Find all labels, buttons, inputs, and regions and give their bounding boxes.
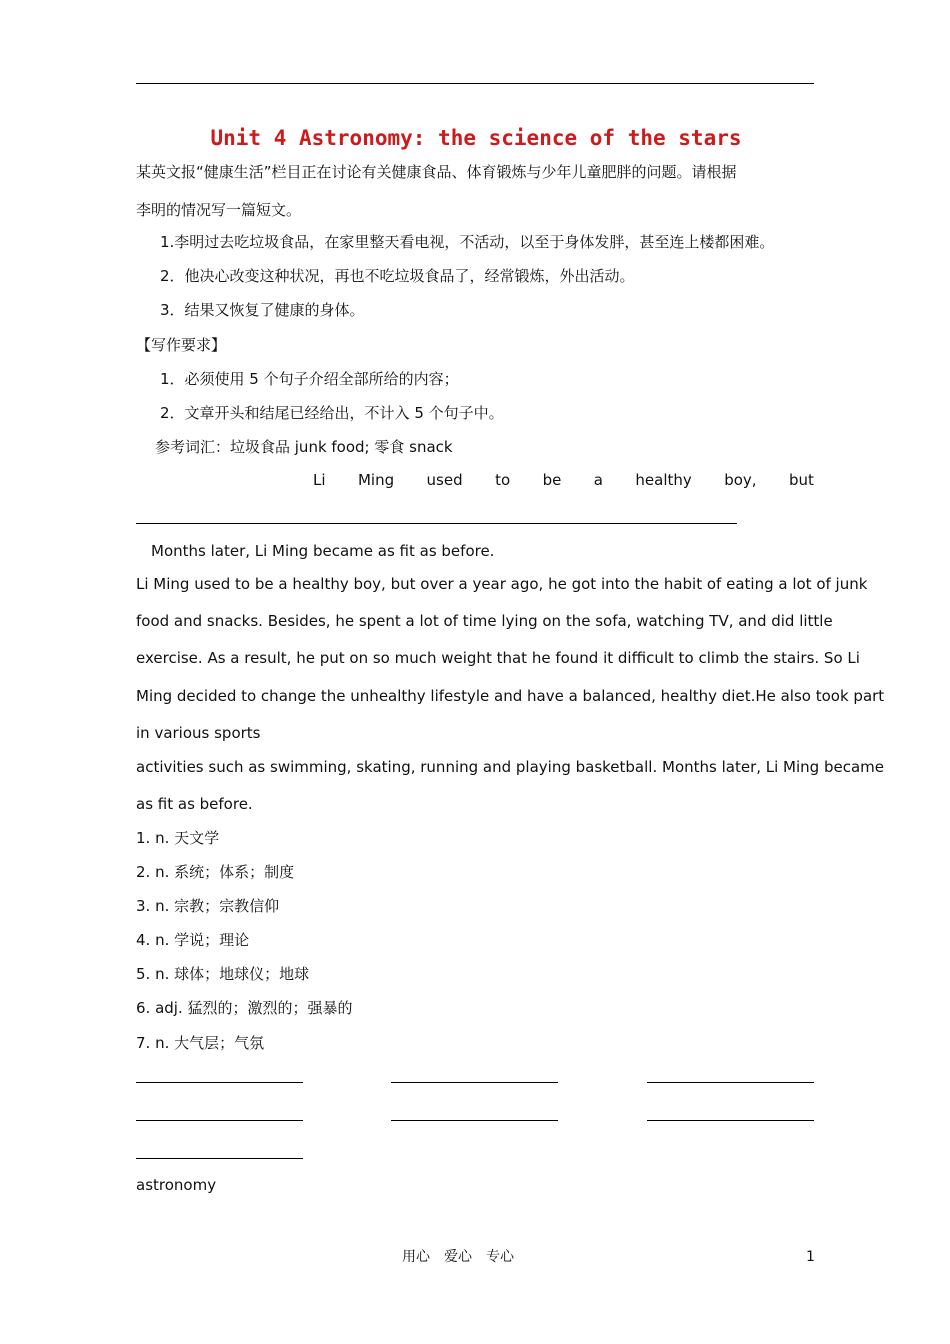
opening-word: Li — [313, 471, 326, 489]
page-title: Unit 4 Astronomy: the science of the stars — [210, 126, 742, 150]
essay-line: as fit as before. — [136, 795, 253, 813]
answer-text: astronomy — [136, 1176, 217, 1194]
essay-line: Li Ming used to be a healthy boy, but over a year ago, he got into the habit of eating a lot of junk — [136, 575, 868, 593]
requirement-1: 1．必须使用 5 个句子介绍全部所给的内容； — [160, 370, 459, 388]
vocab-item: 1. n. 天文学 — [136, 829, 220, 847]
essay-closing: Months later, Li Ming became as fit as before. — [151, 542, 495, 560]
header-rule — [136, 83, 814, 84]
answer-blank — [136, 1120, 303, 1121]
requirement-2: 2．文章开头和结尾已经给出，不计入 5 个句子中。 — [160, 404, 504, 422]
essay-line: activities such as swimming, skating, running and playing basketball. Months later, Li Ming became — [136, 758, 884, 776]
opening-word: be — [542, 471, 562, 489]
opening-word: Ming — [357, 471, 395, 489]
vocab-item: 6. adj. 猛烈的；激烈的；强暴的 — [136, 999, 353, 1017]
intro-line-1: 某英文报“健康生活”栏目正在讨论有关健康食品、体育锻炼与少年儿童肥胖的问题。请根据 — [136, 163, 737, 181]
vocab-item: 2. n. 系统；体系；制度 — [136, 863, 295, 881]
answer-blank — [136, 1082, 303, 1083]
vocab-item: 4. n. 学说；理论 — [136, 931, 250, 949]
essay-line: food and snacks. Besides, he spent a lot of time lying on the sofa, watching TV, and did little — [136, 612, 833, 630]
essay-opening — [313, 470, 814, 490]
point-3: 3．结果又恢复了健康的身体。 — [160, 301, 365, 319]
writing-blank — [136, 523, 737, 524]
opening-word: boy, — [724, 471, 757, 489]
vocab-item: 5. n. 球体；地球仪；地球 — [136, 965, 310, 983]
requirements-heading: 【写作要求】 — [136, 336, 227, 354]
opening-word: but — [788, 471, 814, 489]
answer-blank — [647, 1082, 814, 1083]
opening-word: used — [426, 471, 463, 489]
essay-line: Ming decided to change the unhealthy lifestyle and have a balanced, healthy diet.He also took part — [136, 687, 885, 705]
reference-vocab: 参考词汇：垃圾食品 junk food; 零食 snack — [155, 438, 453, 456]
answer-blank — [647, 1120, 814, 1121]
intro-line-2: 李明的情况写一篇短文。 — [136, 201, 302, 219]
point-1: 1.李明过去吃垃圾食品，在家里整天看电视，不活动，以至于身体发胖，甚至连上楼都困难。 — [160, 233, 775, 251]
answer-blank — [391, 1082, 558, 1083]
answer-blank — [391, 1120, 558, 1121]
page-number: 1 — [806, 1249, 815, 1265]
essay-line: in various sports — [136, 724, 261, 742]
answer-blank — [136, 1158, 303, 1159]
point-2: 2．他决心改变这种状况，再也不吃垃圾食品了，经常锻炼，外出活动。 — [160, 267, 635, 285]
opening-word: healthy — [635, 471, 692, 489]
vocab-item: 3. n. 宗教；宗教信仰 — [136, 897, 280, 915]
vocab-item: 7. n. 大气层；气氛 — [136, 1034, 265, 1052]
opening-word: to — [495, 471, 511, 489]
footer-motto: 用心 爱心 专心 — [402, 1249, 514, 1265]
essay-line: exercise. As a result, he put on so much weight that he found it difficult to climb the stairs. So Li — [136, 649, 860, 667]
opening-word: a — [593, 471, 603, 489]
